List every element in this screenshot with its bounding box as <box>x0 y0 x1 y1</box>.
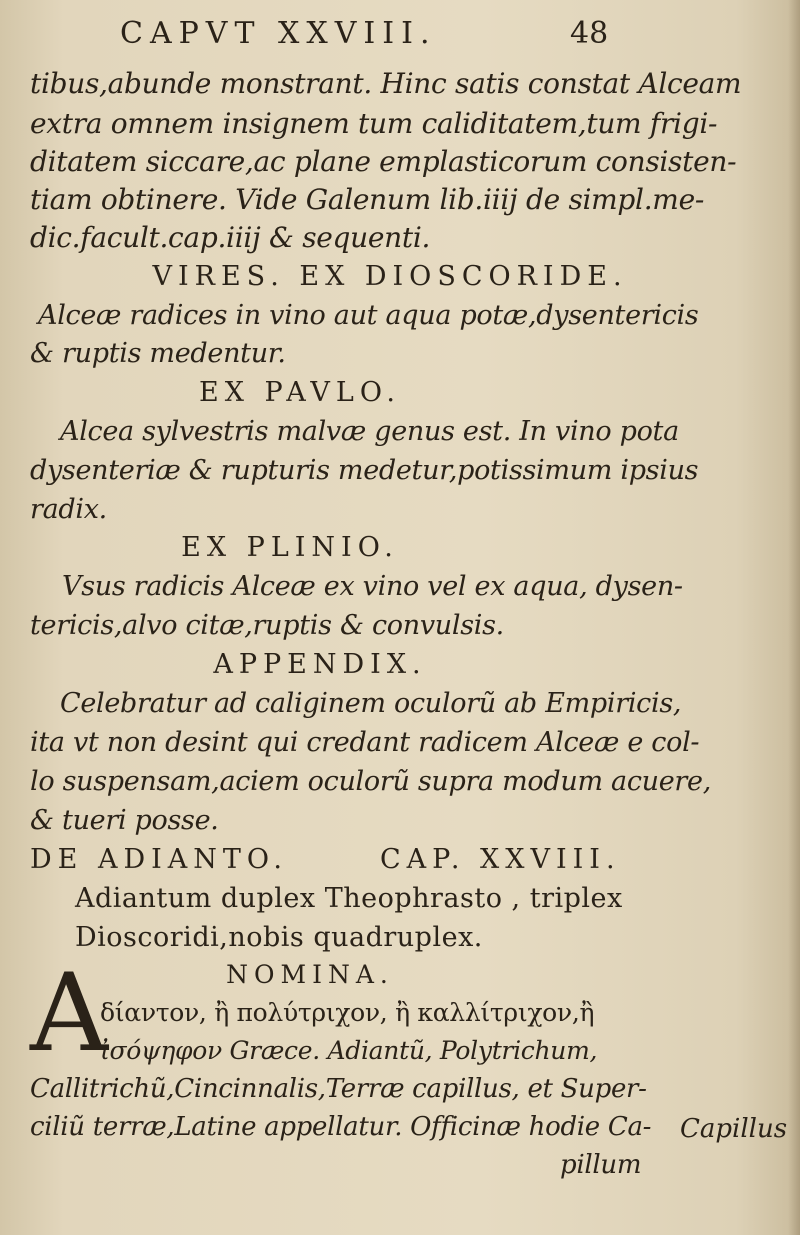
section-heading-paulo: EX PAVLO. <box>199 377 401 408</box>
chapter-title: DE ADIANTO. <box>30 844 289 875</box>
section-heading-nomina: NOMINA. <box>226 960 394 989</box>
section-heading-vires: VIRES. EX DIOSCORIDE. <box>152 261 628 292</box>
folio-number: 48 <box>570 16 609 51</box>
text-line: pillum <box>560 1150 642 1180</box>
text-line: Celebratur ad caliginem oculorũ ab Empiricis, <box>60 688 682 719</box>
text-line: radix. <box>30 494 107 525</box>
section-heading-plinio: EX PLINIO. <box>181 532 399 563</box>
text-line: Dioscoridi,nobis quadruplex. <box>75 922 483 953</box>
text-line: lo suspensam,aciem oculorũ supra modum acuere, <box>30 766 712 797</box>
drop-capital: A <box>30 951 108 1076</box>
text-line: Alceæ radices in vino aut aqua potæ,dysentericis <box>38 300 699 331</box>
text-line: Callitrichũ,Cincinnalis,Terræ capillus, et Super- <box>30 1074 647 1104</box>
chapter-number: CAP. XXVIII. <box>380 844 621 875</box>
text-line: Vsus radicis Alceæ ex vino vel ex aqua, dysen- <box>62 571 683 602</box>
text-line: Adiantum duplex Theophrasto , triplex <box>75 883 623 914</box>
running-title: CAPVT XXVIII. <box>120 16 437 51</box>
text-line: dic.facult.cap.iiij & sequenti. <box>30 221 431 254</box>
running-header <box>0 14 800 54</box>
greek-line: δίαντον, ἢ πολύτριχον, ἢ καλλίτριχον,ἢ <box>100 998 595 1027</box>
margin-note: Capillus <box>680 1114 788 1144</box>
text-line: ita vt non desint qui credant radicem Alceæ e col- <box>30 727 700 758</box>
text-line: tericis,alvo citæ,ruptis & convulsis. <box>30 610 504 641</box>
text-line: & tueri posse. <box>30 805 219 836</box>
text-line: dysenteriæ & rupturis medetur,potissimum ipsius <box>30 455 699 486</box>
text-line: tiam obtinere. Vide Galenum lib.iiij de simpl.me- <box>30 183 704 216</box>
section-heading-appendix: APPENDIX. <box>213 649 427 680</box>
text-line: tibus,abunde monstrant. Hinc satis constat Alceam <box>30 67 742 100</box>
text-line: ciliũ terræ,Latine appellatur. Officinæ hodie Ca- <box>30 1112 652 1142</box>
text-line: extra omnem insignem tum caliditatem,tum frigi- <box>30 107 718 140</box>
text-line: ditatem siccare,ac plane emplasticorum consisten- <box>30 145 737 178</box>
text-line: ἰσόψηφον Græce. Adiantũ, Polytrichum, <box>100 1036 598 1065</box>
text-line: & ruptis medentur. <box>30 338 286 369</box>
text-line: Alcea sylvestris malvæ genus est. In vino pota <box>60 416 679 447</box>
